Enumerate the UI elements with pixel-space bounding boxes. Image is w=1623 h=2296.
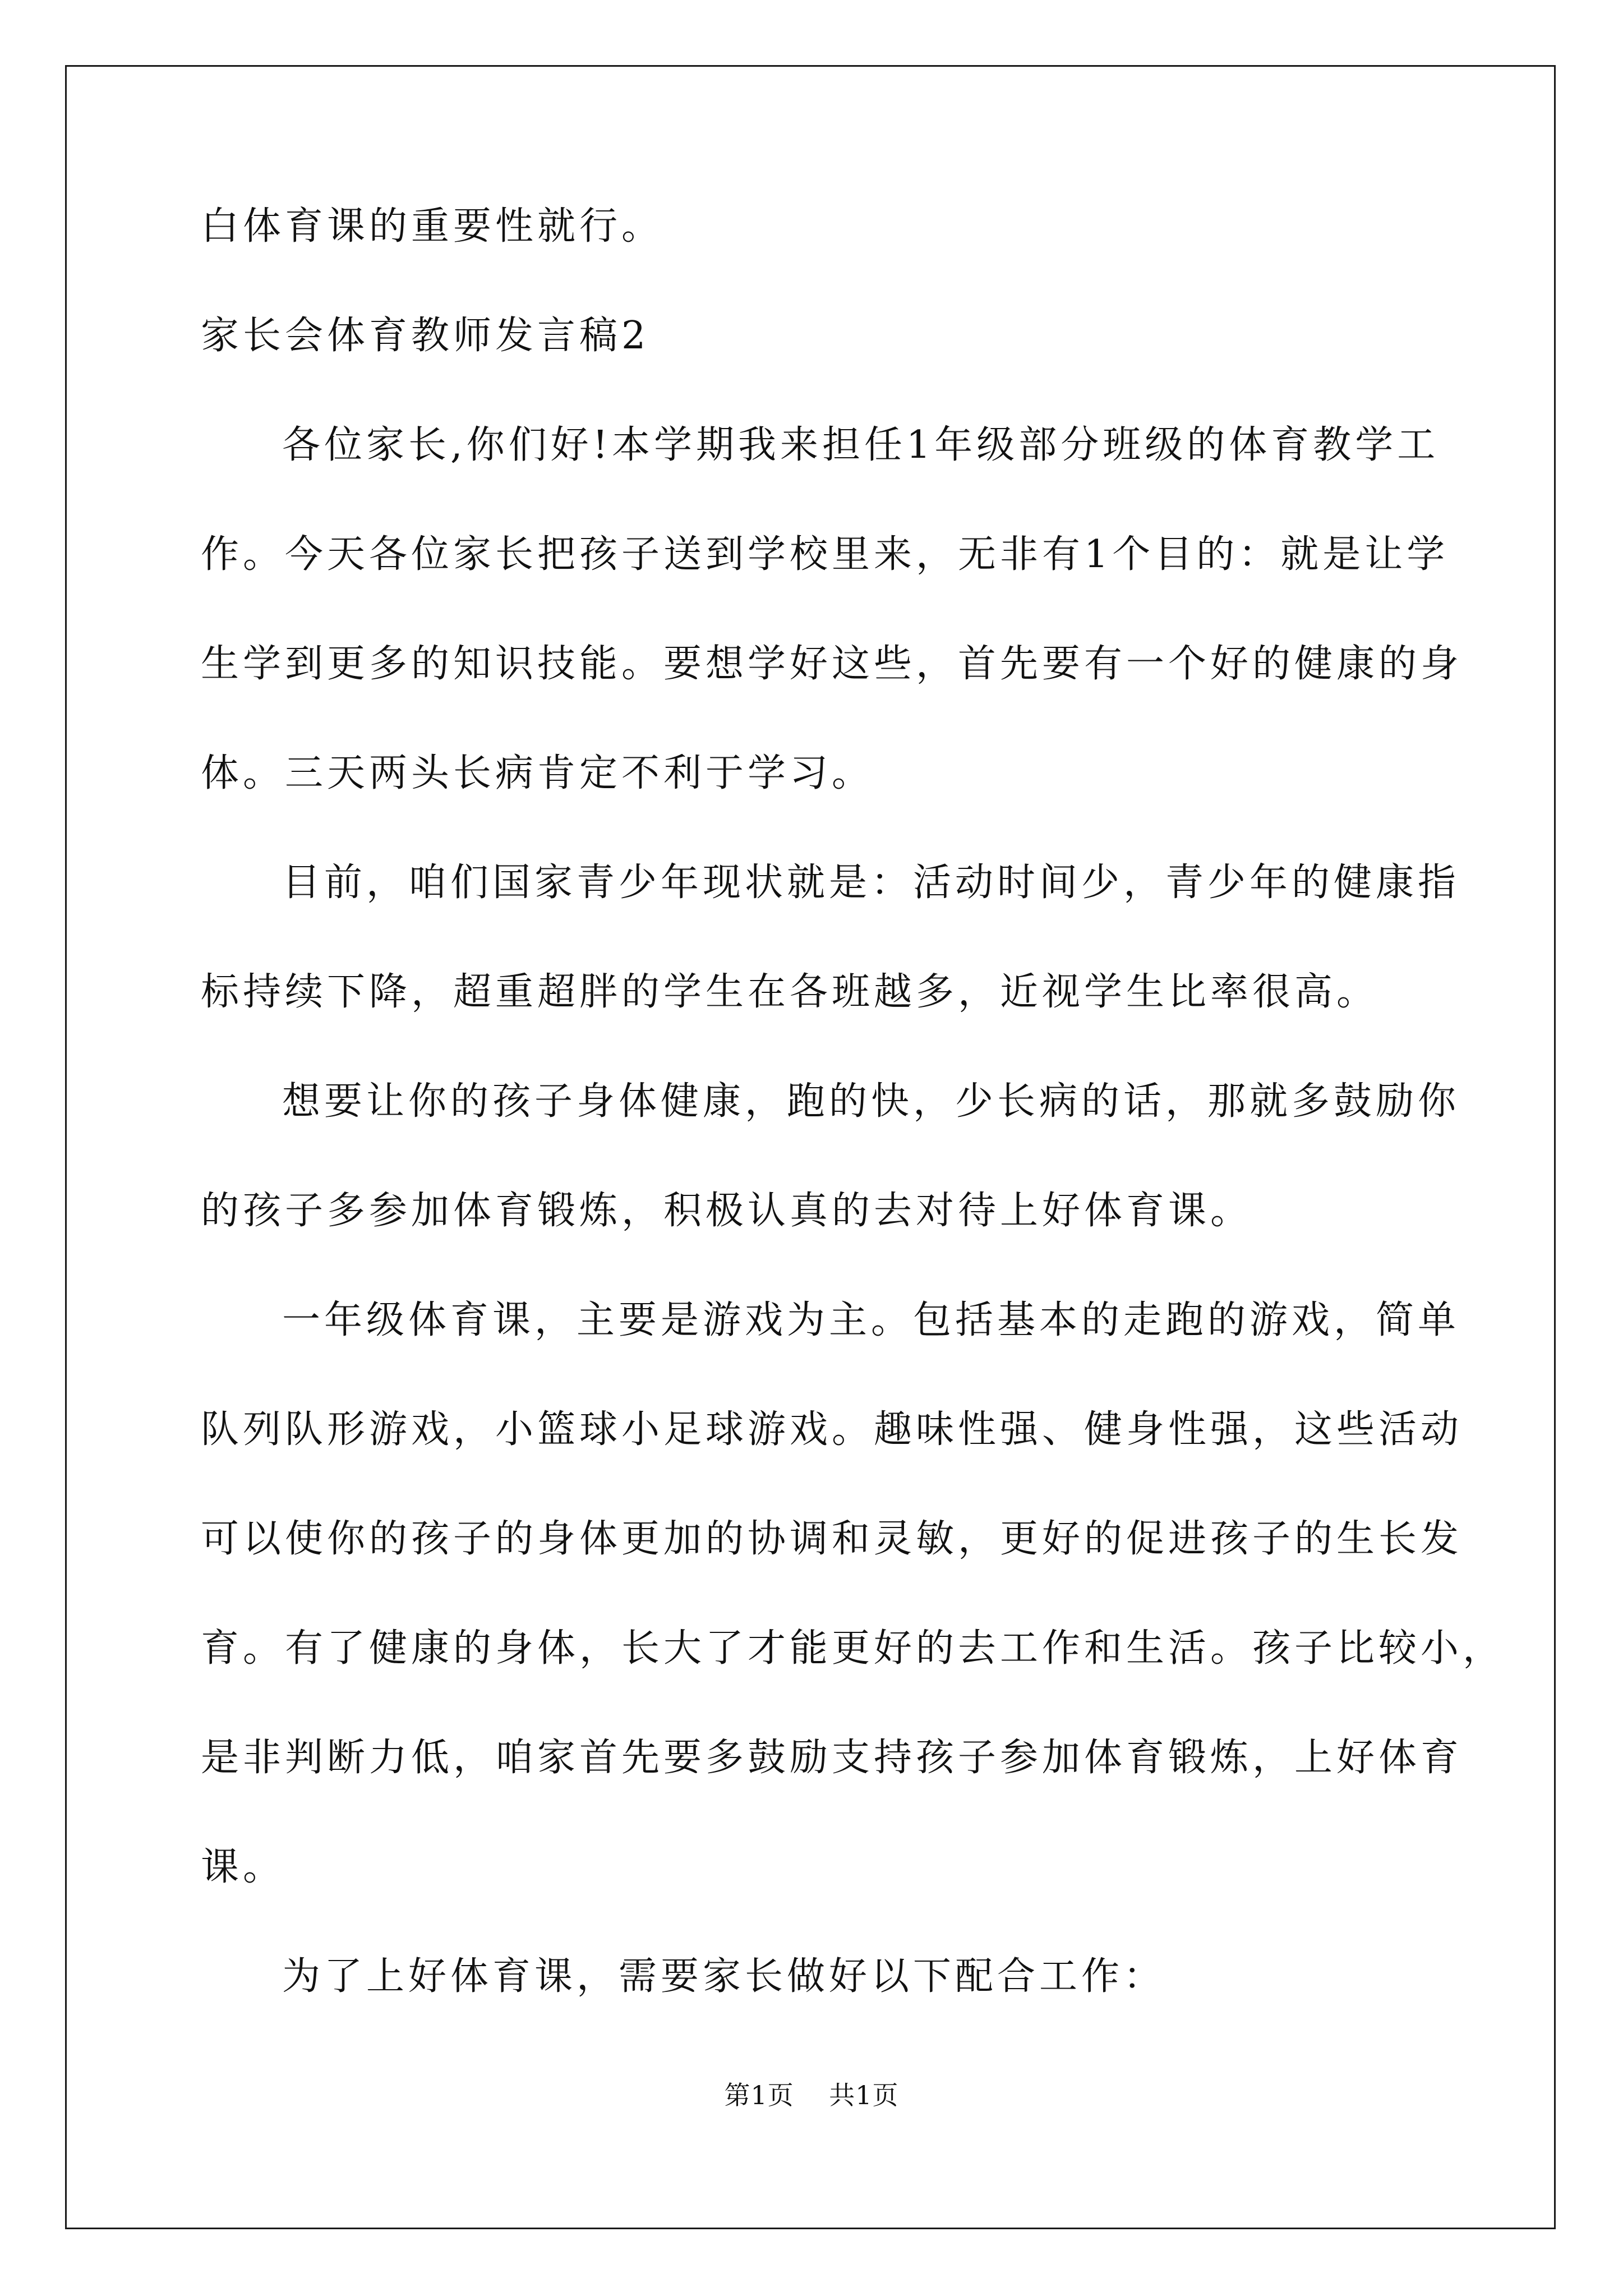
paragraph-line: 课。 bbox=[201, 1845, 285, 1889]
paragraph-line: 是非判断力低，咱家首先要多鼓励支持孩子参加体育锻炼，上好体育 bbox=[201, 1736, 1463, 1780]
paragraph-line: 可以使你的孩子的身体更加的协调和灵敏，更好的促进孩子的生长发 bbox=[201, 1517, 1463, 1561]
paragraph-line: 体。三天两头长病肯定不利于学习。 bbox=[201, 751, 874, 795]
paragraph-line: 生学到更多的知识技能。要想学好这些，首先要有一个好的健康的身 bbox=[201, 642, 1463, 686]
paragraph-line: 目前，咱们国家青少年现状就是：活动时间少，青少年的健康指 bbox=[282, 861, 1460, 905]
paragraph-line: 一年级体育课，主要是游戏为主。包括基本的走跑的游戏，简单 bbox=[282, 1298, 1460, 1342]
paragraph-line: 的孩子多参加体育锻炼，积极认真的去对待上好体育课。 bbox=[201, 1189, 1253, 1233]
paragraph-line: 为了上好体育课，需要家长做好以下配合工作： bbox=[282, 1954, 1166, 1999]
text-line: 白体育课的重要性就行。 bbox=[201, 204, 664, 249]
page-number: 第1页 bbox=[724, 2080, 794, 2110]
paragraph-line: 队列队形游戏，小篮球小足球游戏。趣味性强、健身性强，这些活动 bbox=[201, 1407, 1463, 1452]
paragraph-line: 各位家长,你们好!本学期我来担任1年级部分班级的体育教学工 bbox=[282, 423, 1440, 467]
paragraph-line: 育。有了健康的身体，长大了才能更好的去工作和生活。孩子比较小， bbox=[201, 1626, 1505, 1671]
document-body bbox=[201, 204, 1505, 1999]
page-footer bbox=[0, 2082, 1623, 2108]
paragraph-line: 作。今天各位家长把孩子送到学校里来，无非有1个目的：就是让学 bbox=[201, 532, 1449, 577]
paragraph-line: 标持续下降，超重超胖的学生在各班越多，近视学生比率很高。 bbox=[201, 970, 1379, 1014]
paragraph-line: 想要让你的孩子身体健康，跑的快，少长病的话，那就多鼓励你 bbox=[282, 1079, 1460, 1124]
section-heading: 家长会体育教师发言稿2 bbox=[201, 314, 650, 358]
page-total: 共1页 bbox=[829, 2080, 899, 2110]
